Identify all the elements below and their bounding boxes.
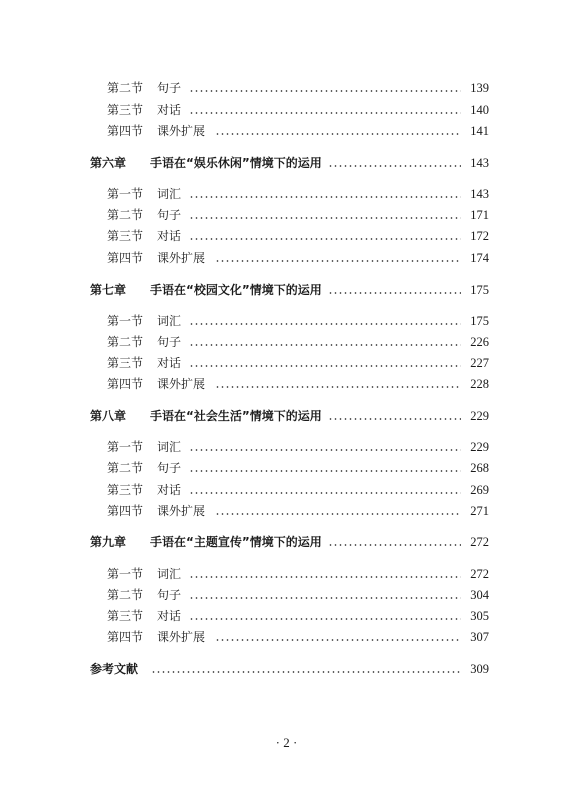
dot-leader	[215, 513, 461, 515]
dot-leader	[328, 418, 461, 420]
page-number: 271	[470, 504, 489, 518]
dot-leader	[189, 597, 461, 599]
section-title: 词汇	[157, 314, 182, 328]
section-number: 第四节	[107, 251, 144, 265]
toc-entry	[0, 585, 573, 605]
dot-leader	[215, 133, 461, 135]
section-number: 第四节	[107, 377, 144, 391]
toc-entry	[0, 100, 573, 120]
dot-leader	[215, 260, 461, 262]
toc-entry	[0, 606, 573, 626]
section-title: 对话	[157, 483, 182, 497]
toc-entry	[0, 374, 573, 394]
toc-entry	[0, 184, 573, 204]
section-number: 第一节	[107, 440, 144, 454]
chapter-number: 第七章	[90, 283, 127, 297]
page-footer-number: · 2 ·	[275, 735, 298, 750]
dot-leader	[189, 365, 461, 367]
section-title: 课外扩展	[157, 630, 206, 644]
dot-leader	[189, 196, 461, 198]
section-title: 词汇	[157, 567, 182, 581]
section-number: 第三节	[107, 483, 144, 497]
page-number: 229	[470, 409, 489, 423]
chapter-title: 手语在“主题宣传”情境下的运用	[150, 535, 322, 549]
references-title: 参考文献	[90, 662, 139, 676]
dot-leader	[189, 576, 461, 578]
toc-entry	[0, 332, 573, 352]
page-number: 174	[470, 251, 489, 265]
section-number: 第三节	[107, 609, 144, 623]
page-number: 309	[470, 662, 489, 676]
section-number: 第三节	[107, 229, 144, 243]
section-title: 对话	[157, 229, 182, 243]
toc-chapter	[0, 280, 573, 300]
toc-entry	[0, 248, 573, 268]
dot-leader	[189, 492, 461, 494]
section-title: 对话	[157, 103, 182, 117]
section-title: 词汇	[157, 440, 182, 454]
dot-leader	[189, 217, 461, 219]
section-title: 对话	[157, 356, 182, 370]
section-number: 第二节	[107, 208, 144, 222]
section-number: 第四节	[107, 124, 144, 138]
section-number: 第二节	[107, 461, 144, 475]
page-number: 304	[470, 588, 489, 602]
dot-leader	[215, 386, 461, 388]
page-number: 171	[470, 208, 489, 222]
section-title: 句子	[157, 588, 182, 602]
page-number: 140	[470, 103, 489, 117]
dot-leader	[189, 238, 461, 240]
toc-chapter	[0, 153, 573, 173]
page-number: 175	[470, 314, 489, 328]
toc-entry	[0, 480, 573, 500]
toc-entry	[0, 458, 573, 478]
section-title: 课外扩展	[157, 124, 206, 138]
page-number: 227	[470, 356, 489, 370]
toc-entry	[0, 353, 573, 373]
toc-entry	[0, 627, 573, 647]
toc-entry	[0, 311, 573, 331]
section-number: 第三节	[107, 103, 144, 117]
toc-entry	[0, 205, 573, 225]
toc-entry	[0, 78, 573, 98]
chapter-title: 手语在“社会生活”情境下的运用	[150, 409, 322, 423]
section-number: 第一节	[107, 187, 144, 201]
chapter-number: 第六章	[90, 156, 127, 170]
dot-leader	[189, 344, 461, 346]
chapter-number: 第九章	[90, 535, 127, 549]
page-number: 175	[470, 283, 489, 297]
chapter-title: 手语在“娱乐休闲”情境下的运用	[150, 156, 322, 170]
toc-chapter	[0, 406, 573, 426]
section-number: 第四节	[107, 504, 144, 518]
section-number: 第二节	[107, 588, 144, 602]
page-number: 229	[470, 440, 489, 454]
page-number: 268	[470, 461, 489, 475]
page-number: 141	[470, 124, 489, 138]
chapter-number: 第八章	[90, 409, 127, 423]
section-number: 第二节	[107, 81, 144, 95]
section-number: 第一节	[107, 314, 144, 328]
toc-entry	[0, 564, 573, 584]
toc-entry	[0, 121, 573, 141]
section-number: 第四节	[107, 630, 144, 644]
section-title: 句子	[157, 335, 182, 349]
section-title: 课外扩展	[157, 251, 206, 265]
page-number: 139	[470, 81, 489, 95]
dot-leader	[189, 449, 461, 451]
page-number: 307	[470, 630, 489, 644]
dot-leader	[189, 90, 461, 92]
page-number: 143	[470, 187, 489, 201]
chapter-title: 手语在“校园文化”情境下的运用	[150, 283, 322, 297]
section-title: 课外扩展	[157, 377, 206, 391]
toc-chapter	[0, 532, 573, 552]
toc-entry	[0, 437, 573, 457]
section-number: 第一节	[107, 567, 144, 581]
dot-leader	[189, 470, 461, 472]
dot-leader	[328, 292, 461, 294]
dot-leader	[189, 323, 461, 325]
dot-leader	[189, 618, 461, 620]
dot-leader	[215, 639, 461, 641]
dot-leader	[328, 544, 461, 546]
section-title: 句子	[157, 81, 182, 95]
page-number: 172	[470, 229, 489, 243]
dot-leader	[328, 165, 461, 167]
section-number: 第三节	[107, 356, 144, 370]
page-number: 269	[470, 483, 489, 497]
toc-entry	[0, 501, 573, 521]
toc-entry	[0, 226, 573, 246]
page-number: 143	[470, 156, 489, 170]
dot-leader	[189, 112, 461, 114]
page-number: 226	[470, 335, 489, 349]
page-number: 228	[470, 377, 489, 391]
page-number: 272	[470, 567, 489, 581]
section-title: 句子	[157, 208, 182, 222]
section-number: 第二节	[107, 335, 144, 349]
section-title: 课外扩展	[157, 504, 206, 518]
section-title: 词汇	[157, 187, 182, 201]
section-title: 对话	[157, 609, 182, 623]
section-title: 句子	[157, 461, 182, 475]
dot-leader	[151, 671, 461, 673]
page-number: 272	[470, 535, 489, 549]
page-number: 305	[470, 609, 489, 623]
toc-references	[0, 659, 573, 679]
